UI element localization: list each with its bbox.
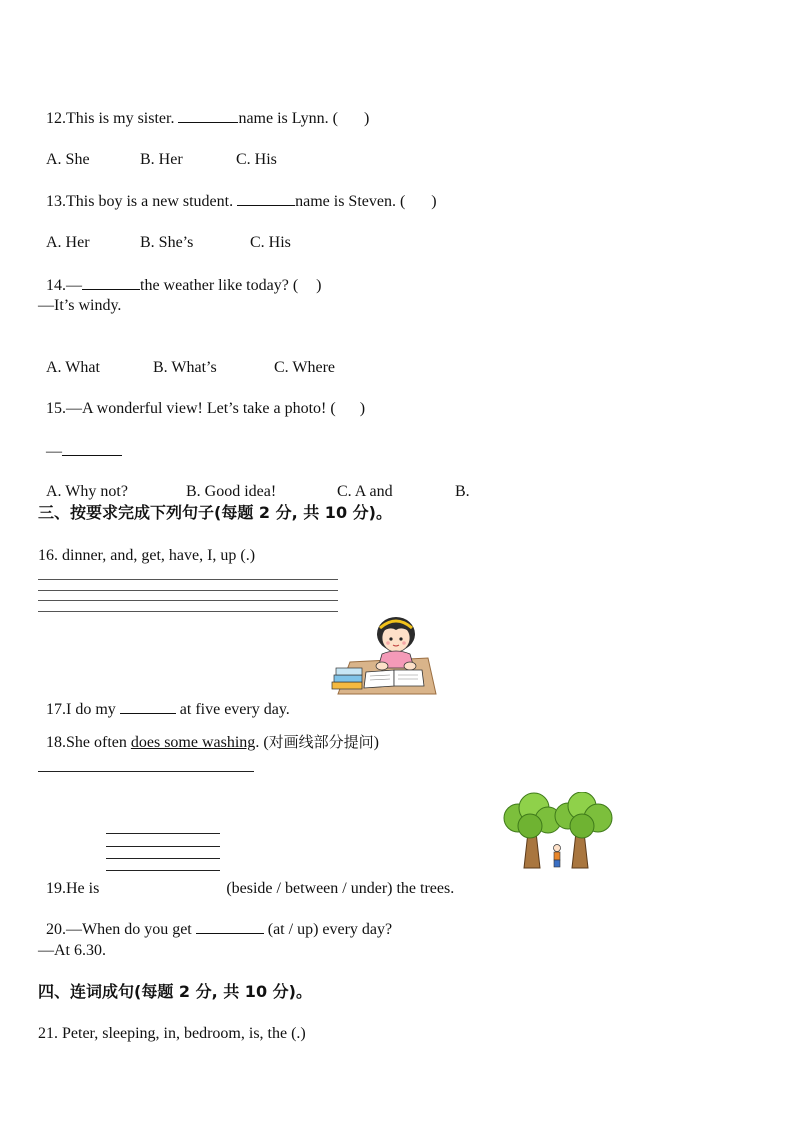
q15-reply	[38, 421, 122, 462]
q13-option-a[interactable]: A. Her	[46, 234, 90, 251]
question-20	[38, 899, 392, 940]
question-21: 21. Peter, sleeping, in, bedroom, is, the (.)	[38, 1025, 306, 1042]
q12-text-before: 12.This is my sister.	[46, 110, 179, 127]
q20-text-after: (at / up) every day?	[263, 921, 393, 938]
q19-answer-line-2[interactable]	[106, 846, 220, 847]
q12-options	[38, 130, 277, 170]
q13-text-before: 13.This boy is a new student.	[46, 193, 238, 210]
q12-text-after: name is Lynn. (	[238, 110, 338, 127]
q19-text-after: (beside / between / under) the trees.	[226, 880, 455, 897]
q15-options	[38, 462, 470, 502]
q18-underlined-phrase: does some washing	[130, 734, 256, 751]
q14-close: )	[316, 277, 322, 294]
question-16: 16. dinner, and, get, have, I, up (.)	[38, 547, 256, 564]
q14-text-after: the weather like today? (	[140, 277, 299, 294]
q19-answer-line-1[interactable]	[106, 833, 220, 834]
q14-blank[interactable]	[82, 275, 140, 290]
question-13	[38, 171, 437, 212]
q15-text: 15.—A wonderful view! Let’s take a photo! (	[46, 400, 336, 417]
q12-close: )	[364, 110, 370, 127]
q12-blank[interactable]	[178, 108, 238, 123]
question-18	[38, 712, 379, 753]
question-14	[38, 255, 321, 296]
question-19	[38, 859, 454, 899]
q12-option-b[interactable]: B. Her	[140, 151, 183, 168]
q17-text-after: at five every day.	[175, 701, 290, 718]
q13-blank[interactable]	[237, 191, 295, 206]
answer-line-1[interactable]	[38, 579, 338, 580]
section-4-heading: 四、连词成句(每题 2 分, 共 10 分)。	[38, 982, 312, 1001]
section-3-heading: 三、按要求完成下列句子(每题 2 分, 共 10 分)。	[38, 503, 392, 522]
answer-line-2[interactable]	[38, 590, 338, 591]
q15-option-c[interactable]: C. A and	[337, 483, 393, 500]
q12-option-a[interactable]: A. She	[46, 151, 90, 168]
answer-line-4[interactable]	[38, 611, 338, 612]
q14-options	[38, 338, 335, 378]
q15-option-a[interactable]: A. Why not?	[46, 483, 128, 500]
q13-option-c[interactable]: C. His	[250, 234, 291, 251]
q13-options	[38, 213, 291, 253]
q14-answer: —It’s windy.	[38, 297, 122, 314]
q15-option-b[interactable]: B. Good idea!	[186, 483, 277, 500]
q20-blank[interactable]	[196, 919, 264, 934]
q14-option-a[interactable]: A. What	[46, 359, 100, 376]
q13-text-after: name is Steven. (	[295, 193, 406, 210]
q18-close: )	[373, 734, 379, 751]
q13-close: )	[431, 193, 437, 210]
q20-answer: —At 6.30.	[38, 942, 106, 959]
q17-text-before: 17.I do my	[46, 701, 120, 718]
q12-option-c[interactable]: C. His	[236, 151, 277, 168]
q15-blank[interactable]	[62, 441, 122, 456]
q18-answer-line[interactable]	[38, 771, 254, 772]
question-15	[38, 379, 365, 419]
q13-option-b[interactable]: B. She’s	[140, 234, 194, 251]
q18-text-before: 18.She often	[46, 734, 131, 751]
trees-illustration	[500, 792, 616, 872]
q15-reply-dash: —	[46, 443, 62, 460]
q15-close: )	[359, 400, 366, 417]
q14-option-b[interactable]: B. What’s	[153, 359, 217, 376]
q20-text-before: 20.—When do you get	[46, 921, 196, 938]
q18-text-after: . (	[255, 734, 269, 751]
q14-text-before: 14.—	[46, 277, 82, 294]
girl-studying-illustration	[328, 614, 438, 696]
q15-option-d[interactable]: B.	[455, 483, 470, 500]
answer-line-3[interactable]	[38, 600, 338, 601]
q19-text-before: 19.He is	[46, 880, 100, 897]
q14-option-c[interactable]: C. Where	[274, 359, 336, 376]
q18-instruction: 对画线部分提问	[268, 733, 374, 751]
question-12	[38, 88, 369, 129]
